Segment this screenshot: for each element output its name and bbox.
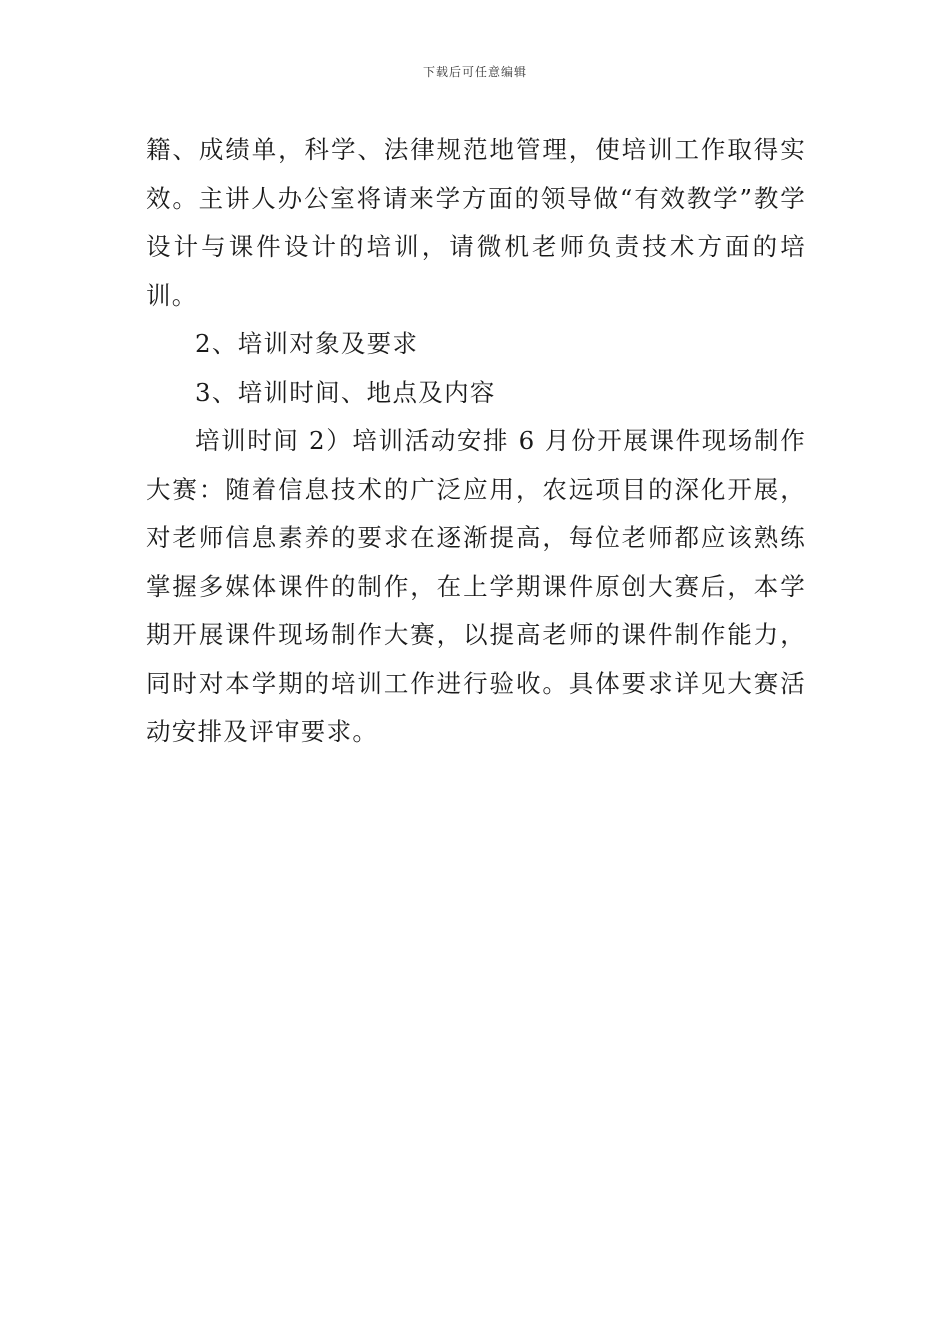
paragraph-continuation: 籍、成绩单，科学、法律规范地管理，使培训工作取得实效。主讲人办公室将请来学方面的领导做“有效教学”教学设计与课件设计的培训，请微机老师负责技术方面的培训。 [146,135,806,310]
section-heading-3: 3、培训时间、地点及内容 [195,377,496,407]
document-body [146,126,806,757]
header-note: 下载后可任意编辑 [422,65,527,79]
paragraph-training-schedule: 培训时间 2）培训活动安排 6 月份开展课件现场制作大赛：随着信息技术的广泛应用，农远项目的深化开展，对老师信息素养的要求在逐渐提高，每位老师都应该熟练掌握多媒体课件的制作，在上学期课件原创大赛后，本学期开展课件现场制作大赛，以提高老师的课件制作能力，同时对本学期的培训工作进行验收。具体要求详见大赛活动安排及评审要求。 [146,426,806,746]
section-heading-2: 2、培训对象及要求 [195,329,419,358]
